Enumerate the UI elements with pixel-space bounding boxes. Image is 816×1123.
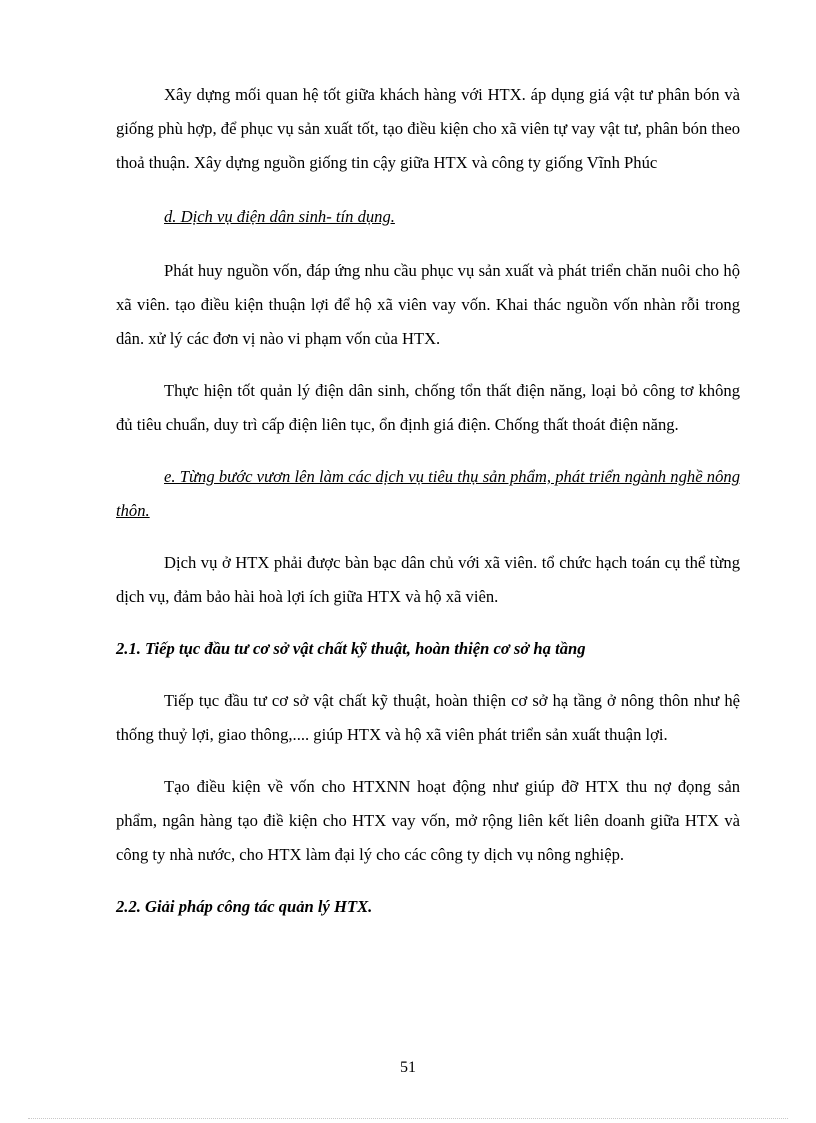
paragraph: Tạo điều kiện về vốn cho HTXNN hoạt động như giúp đỡ HTX thu nợ đọng sản phẩm, ngân hàng tạo điề kiện cho HTX vay vốn, mở rộng liên kết liên doanh giữa HTX và công ty nhà nước, cho HTX làm đại lý cho các công ty dịch vụ nông nghiệp. — [116, 777, 740, 864]
paragraph: Phát huy nguồn vốn, đáp ứng nhu cầu phục vụ sản xuất và phát triển chăn nuôi cho hộ xã viên. tạo điều kiện thuận lợi để hộ xã viên vay vốn. Khai thác nguồn vốn nhàn rỗi trong dân. xử lý các đơn vị nào vi phạm vốn của HTX. — [116, 261, 740, 348]
section-heading-2-1: 2.1. Tiếp tục đầu tư cơ sở vật chất kỹ thuật, hoàn thiện cơ sở hạ tầng — [116, 639, 586, 658]
subheading-d: d. Dịch vụ điện dân sinh- tín dụng. — [164, 207, 395, 226]
section-heading-2-2: 2.2. Giải pháp công tác quản lý HTX. — [116, 897, 373, 916]
paragraph: Tiếp tục đầu tư cơ sở vật chất kỹ thuật, hoàn thiện cơ sở hạ tầng ở nông thôn như hệ thống thuỷ lợi, giao thông,.... giúp HTX và hộ xã viên phát triển sản xuất thuận lợi. — [116, 691, 740, 744]
paragraph: Thực hiện tốt quản lý điện dân sinh, chống tổn thất điện năng, loại bỏ công tơ không đủ tiêu chuẩn, duy trì cấp điện liên tục, ổn định giá điện. Chống thất thoát điện năng. — [116, 381, 740, 434]
subheading-e: e. Từng bước vươn lên làm các dịch vụ tiêu thụ sản phẩm, phát triển ngành nghề nông thôn. — [116, 467, 740, 520]
page-bottom-divider — [28, 1118, 788, 1119]
paragraph: Xây dựng mối quan hệ tốt giữa khách hàng với HTX. áp dụng giá vật tư phân bón và giống phù hợp, để phục vụ sản xuất tốt, tạo điều kiện cho xã viên tự vay vật tư, phân bón theo thoả thuận. Xây dựng nguồn giống tin cậy giữa HTX và công ty giống Vĩnh Phúc — [116, 85, 740, 172]
page-number: 51 — [400, 1059, 416, 1076]
paragraph: Dịch vụ ở HTX phải được bàn bạc dân chủ với xã viên. tổ chức hạch toán cụ thể từng dịch vụ, đảm bảo hài hoà lợi ích giữa HTX và hộ xã viên. — [116, 553, 740, 606]
document-body — [116, 78, 740, 924]
